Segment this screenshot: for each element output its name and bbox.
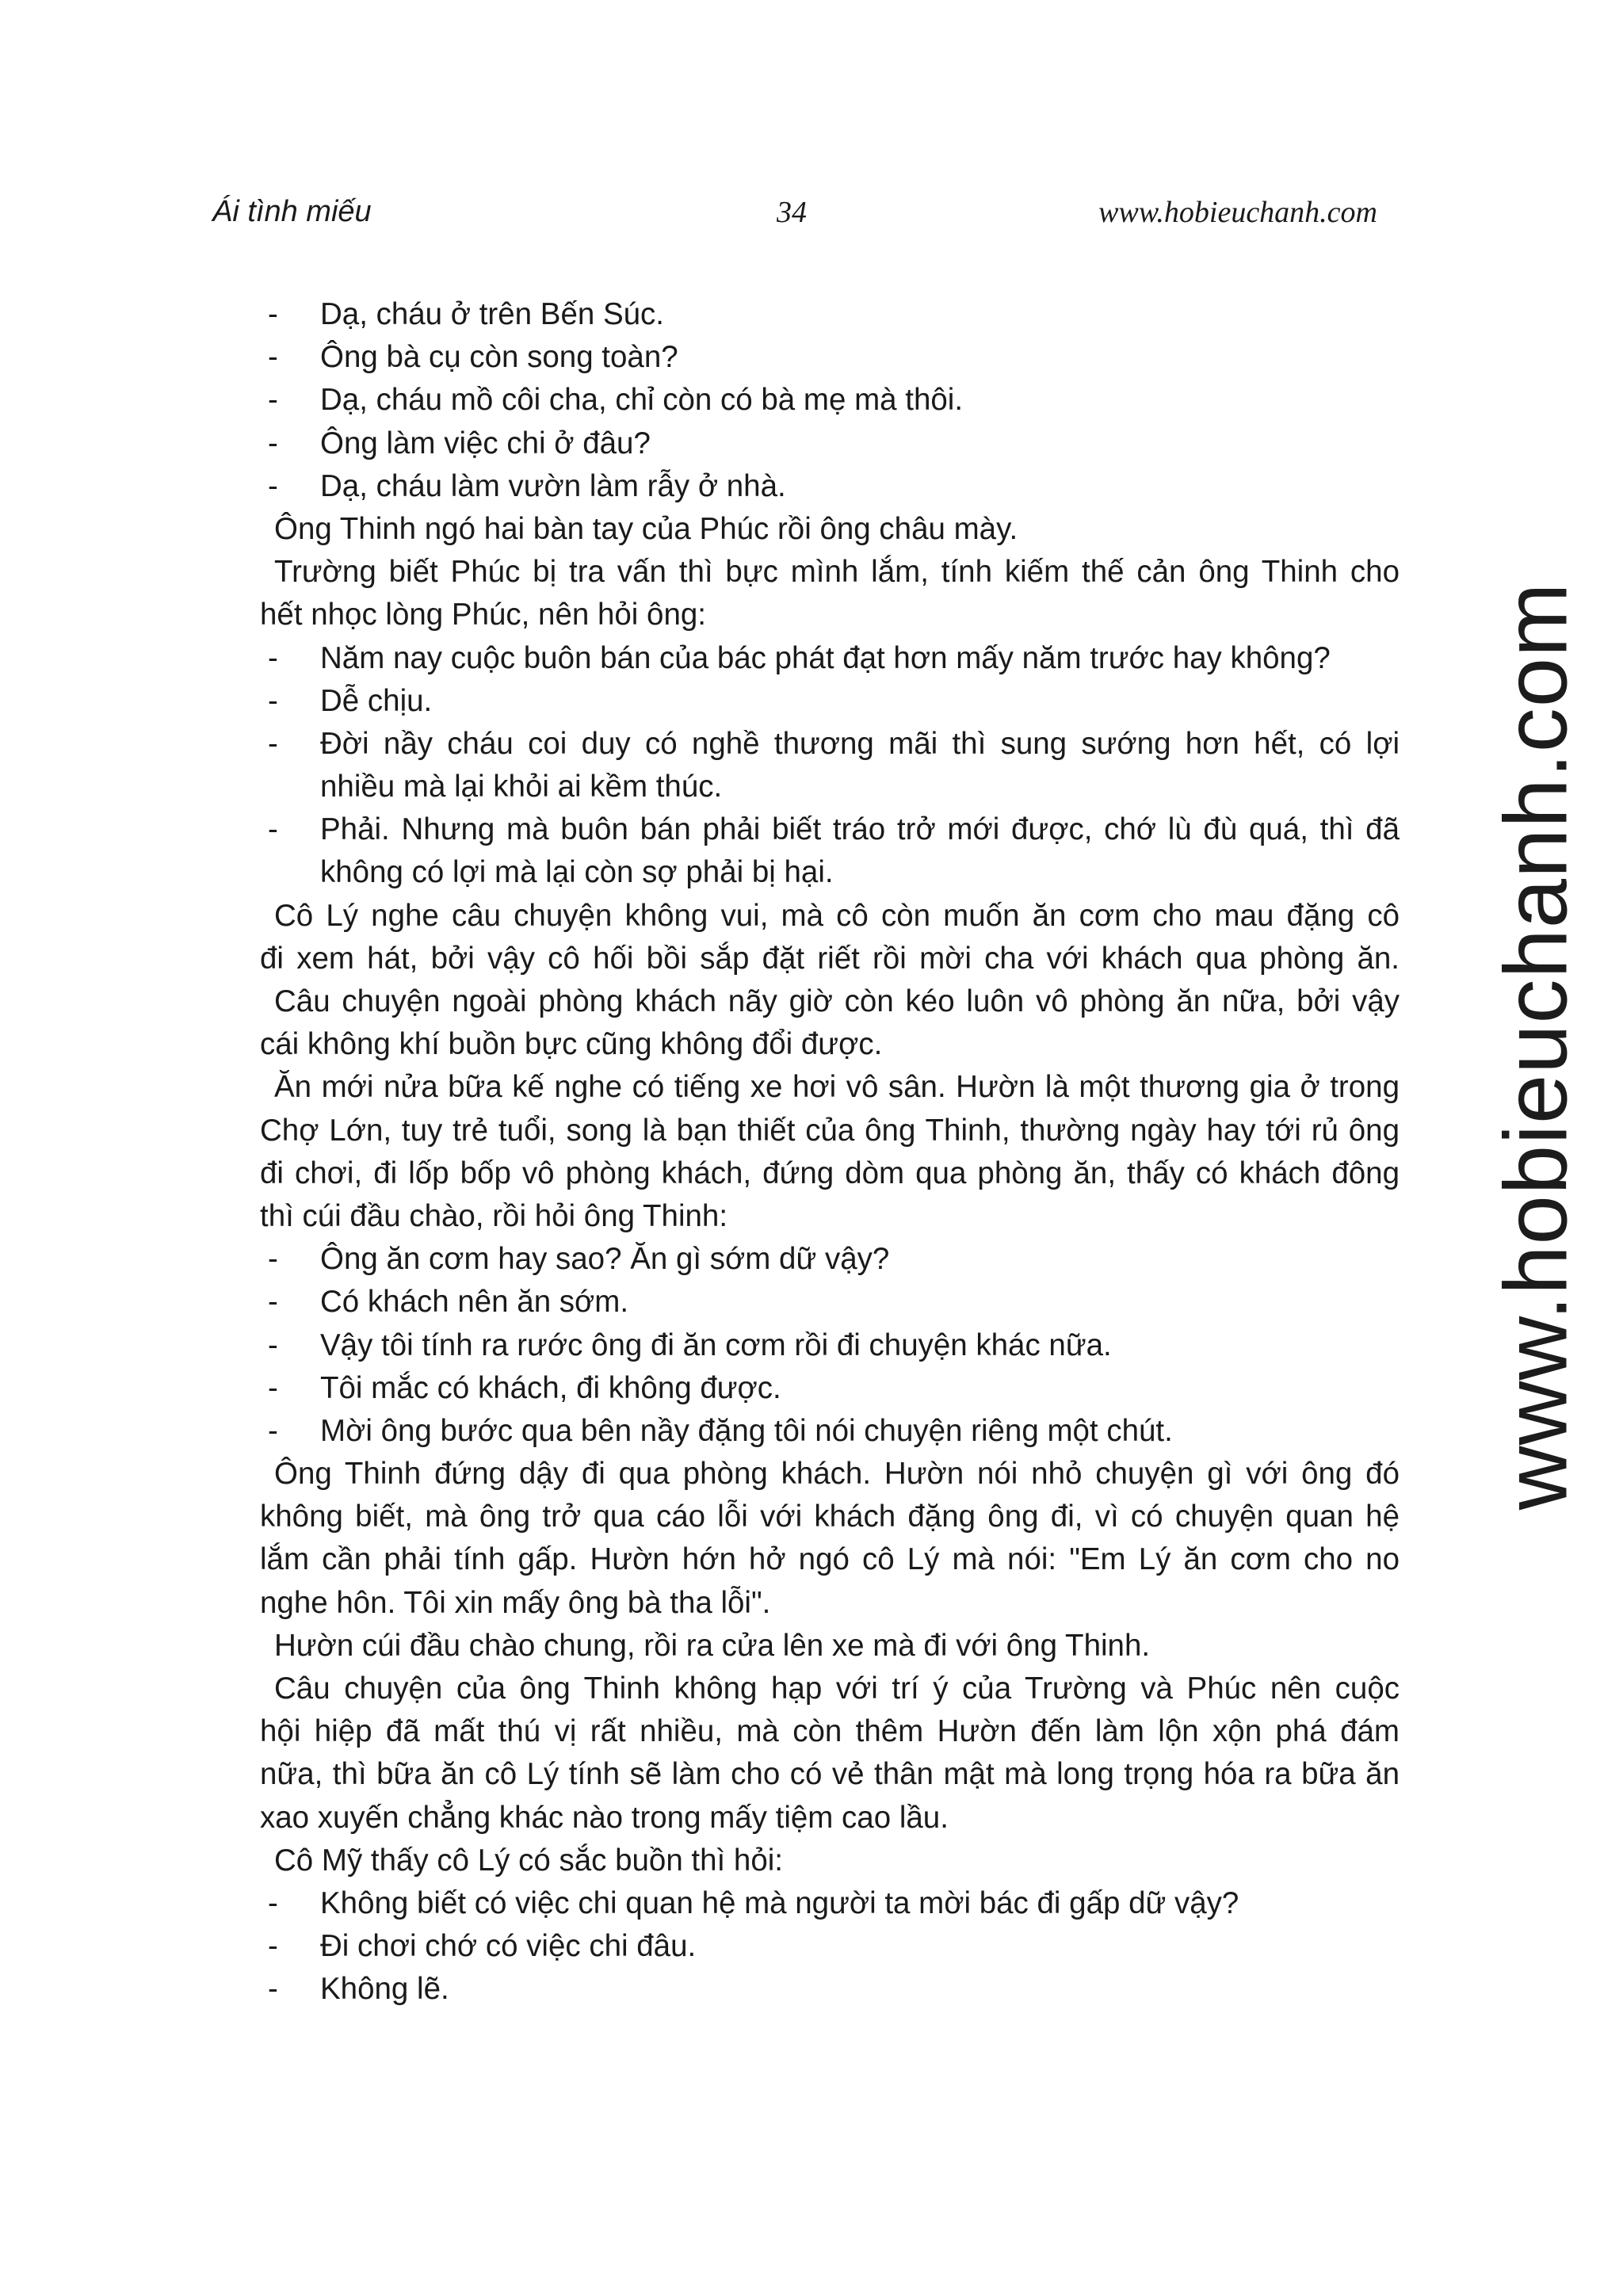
paragraph-line: đi xem hát, bởi vậy cô hối bồi sắp đặt riết rồi mời cha với khách qua phòng ăn. xyxy=(260,941,1400,976)
paragraph-line: Ông Thinh ngó hai bàn tay của Phúc rồi ông châu mày. xyxy=(274,511,1018,546)
paragraph-line: đi chơi, đi lốp bốp vô phòng khách, đứng dòm qua phòng ăn, thấy có khách đông xyxy=(260,1156,1400,1190)
watermark-text: www.hobieuchanh.com xyxy=(1486,582,1586,1511)
page-number: 34 xyxy=(777,196,807,229)
page-body xyxy=(260,293,1400,2011)
dialogue-line: - Dễ chịu. xyxy=(268,683,433,718)
paragraph-line: Chợ Lớn, tuy trẻ tuổi, song là bạn thiết của ông Thinh, thường ngày hay tới rủ ông xyxy=(260,1113,1400,1148)
paragraph-line: cái không khí buồn bực cũng không đổi được. xyxy=(260,1027,883,1062)
paragraph-line: Ăn mới nửa bữa kế nghe có tiếng xe hơi vô sân. Hườn là một thương gia ở trong xyxy=(274,1070,1400,1105)
paragraph-line: Cô Mỹ thấy cô Lý có sắc buồn thì hỏi: xyxy=(274,1843,783,1878)
paragraph-line: không biết, mà ông trở qua cáo lỗi với khách đặng ông đi, vì có chuyện quan hệ xyxy=(260,1499,1400,1534)
paragraph-line: Câu chuyện của ông Thinh không hạp với trí ý của Trường và Phúc nên cuộc xyxy=(274,1671,1400,1706)
paragraph-line: xao xuyến chẳng khác nào trong mấy tiệm cao lầu. xyxy=(260,1800,949,1835)
dialogue-line: - Ông ăn cơm hay sao? Ăn gì sớm dữ vậy? xyxy=(268,1242,890,1277)
page-header xyxy=(212,195,1377,235)
paragraph-line: hết nhọc lòng Phúc, nên hỏi ông: xyxy=(260,598,706,632)
dialogue-line: - Năm nay cuộc buôn bán của bác phát đạt hơn mấy năm trước hay không? xyxy=(268,640,1331,675)
dialogue-line: - Đời nầy cháu coi duy có nghề thương mãi thì sung sướng hơn hết, có lợi xyxy=(268,726,1400,761)
dialogue-line: - Ông làm việc chi ở đâu? xyxy=(268,426,651,460)
dialogue-line: - Đi chơi chớ có việc chi đâu. xyxy=(268,1929,697,1964)
paragraph-line: Hườn cúi đầu chào chung, rồi ra cửa lên xe mà đi với ông Thinh. xyxy=(274,1628,1151,1663)
dialogue-line: - Vậy tôi tính ra rước ông đi ăn cơm rồi đi chuyện khác nữa. xyxy=(268,1328,1112,1362)
paragraph-line: lắm cần phải tính gấp. Hườn hớn hở ngó cô Lý mà nói: "Em Lý ăn cơm cho no xyxy=(260,1542,1400,1577)
dialogue-line: - Dạ, cháu ở trên Bến Súc. xyxy=(268,297,665,331)
dialogue-line: - Không biết có việc chi quan hệ mà người ta mời bác đi gấp dữ vậy? xyxy=(268,1885,1239,1920)
paragraph-line: Cô Lý nghe câu chuyện không vui, mà cô còn muốn ăn cơm cho mau đặng cô xyxy=(274,898,1400,933)
dialogue-line: - Không lẽ. xyxy=(268,1972,449,2007)
dialogue-line: - Phải. Nhưng mà buôn bán phải biết tráo trở mới được, chớ lù đù quá, thì đã xyxy=(268,812,1400,847)
book-title: Ái tình miếu xyxy=(212,195,372,228)
paragraph-line: nữa, thì bữa ăn cô Lý tính sẽ làm cho có vẻ thân mật mà long trọng hóa ra bữa ăn xyxy=(260,1757,1400,1792)
paragraph-line: Trường biết Phúc bị tra vấn thì bực mình lắm, tính kiếm thế cản ông Thinh cho xyxy=(274,555,1400,590)
paragraph-line: thì cúi đầu chào, rồi hỏi ông Thinh: xyxy=(260,1198,728,1233)
dialogue-continuation: không có lợi mà lại còn sợ phải bị hại. xyxy=(320,855,834,890)
dialogue-line: - Ông bà cụ còn song toàn? xyxy=(268,340,678,375)
dialogue-line: - Tôi mắc có khách, đi không được. xyxy=(268,1370,781,1405)
paragraph-line: nghe hôn. Tôi xin mấy ông bà tha lỗi". xyxy=(260,1585,771,1620)
paragraph-line: Câu chuyện ngoài phòng khách nãy giờ còn kéo luôn vô phòng ăn nữa, bởi vậy xyxy=(274,984,1400,1018)
dialogue-continuation: nhiều mà lại khỏi ai kềm thúc. xyxy=(320,770,723,804)
website-url: www.hobieuchanh.com xyxy=(1098,196,1377,229)
dialogue-line: - Dạ, cháu làm vườn làm rẫy ở nhà. xyxy=(268,468,786,503)
paragraph-line: Ông Thinh đứng dậy đi qua phòng khách. Hườn nói nhỏ chuyện gì với ông đó xyxy=(274,1457,1400,1492)
dialogue-line: - Dạ, cháu mồ côi cha, chỉ còn có bà mẹ mà thôi. xyxy=(268,383,964,418)
dialogue-line: - Có khách nên ăn sớm. xyxy=(268,1285,629,1320)
paragraph-line: hội hiệp đã mất thú vị rất nhiều, mà còn thêm Hườn đến làm lộn xộn phá đám xyxy=(260,1714,1400,1749)
dialogue-line: - Mời ông bước qua bên nầy đặng tôi nói chuyện riêng một chút. xyxy=(268,1413,1173,1448)
